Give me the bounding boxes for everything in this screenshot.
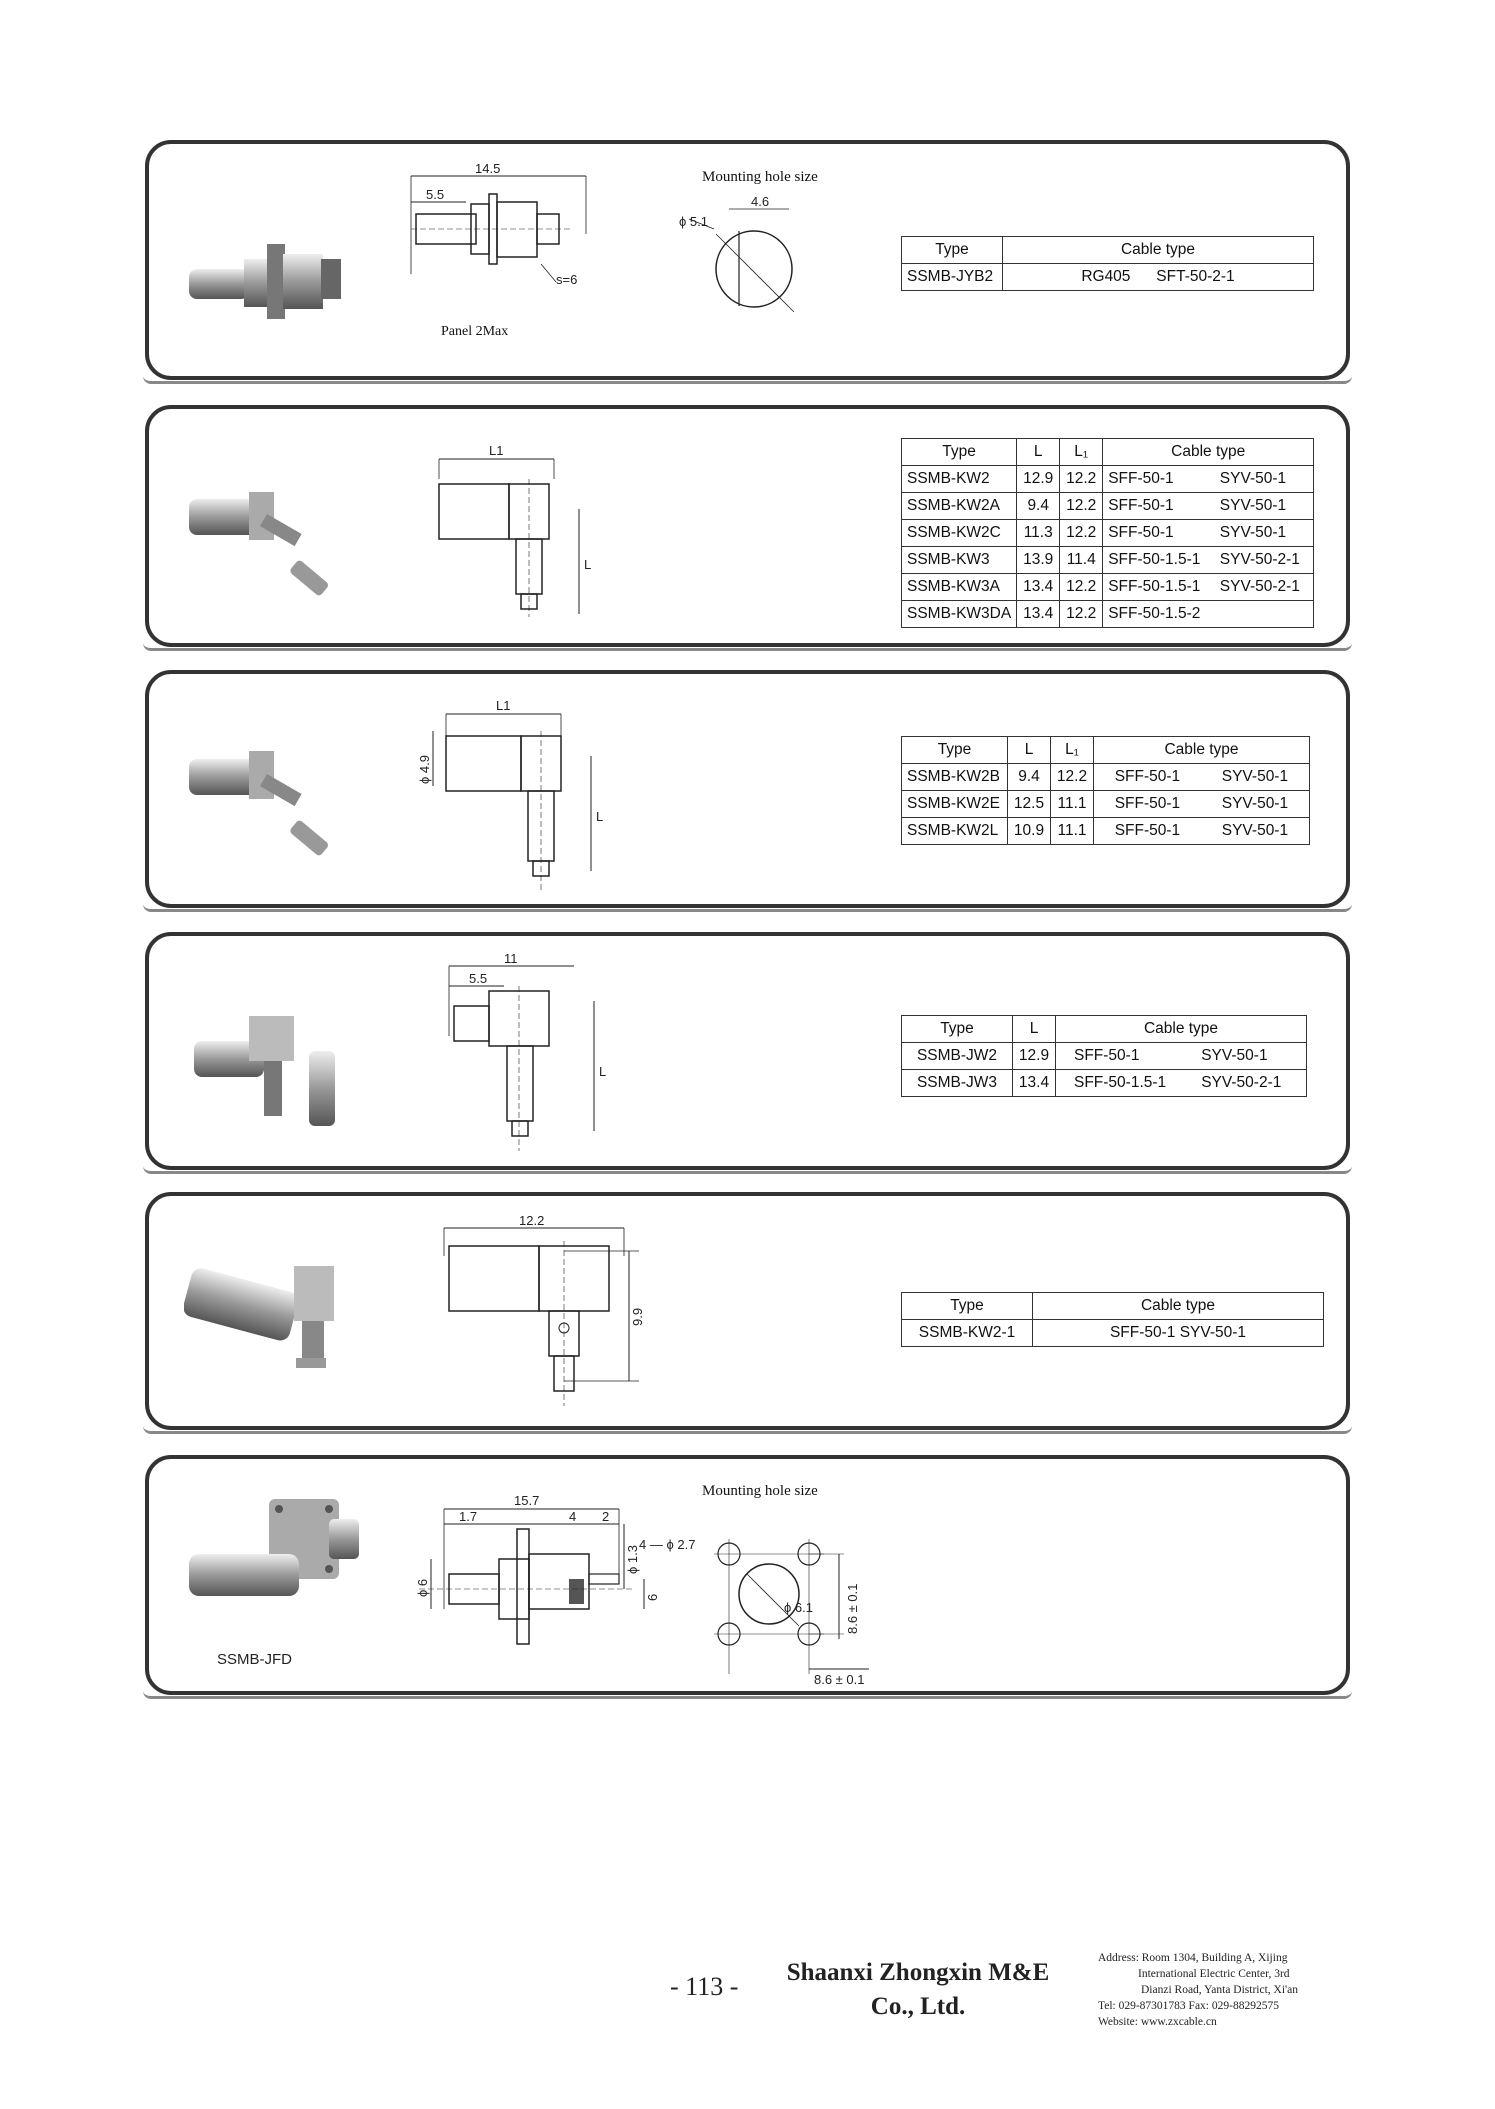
connector-photo-kw2b <box>179 729 359 869</box>
dim-diameter: ϕ 4.9 <box>417 755 432 784</box>
table-row: SSMB-KW2C 11.3 12.2 SFF-50-1 SYV-50-1 <box>902 520 1314 547</box>
table-row: SSMB-KW2E 12.5 11.1 SFF-50-1 SYV-50-1 <box>902 791 1310 818</box>
product-label: SSMB-JFD <box>217 1651 292 1668</box>
dim-l: L <box>584 557 592 572</box>
dim-total: 12.2 <box>519 1213 545 1228</box>
mounting-hole-drawing-jyb2 <box>679 194 829 334</box>
dim-l1: L1 <box>496 698 511 713</box>
spec-table-kw2-1: Type Cable type SSMB-KW2-1 SFF-50-1 SYV-50-1 <box>901 1292 1324 1347</box>
dim-height: 9.9 <box>630 1307 645 1326</box>
dim-a: 1.7 <box>459 1509 478 1524</box>
dim-hole-diameter: ϕ 5.1 <box>679 214 708 229</box>
table-row: SSMB-JW2 12.9 SFF-50-1 SYV-50-1 <box>902 1043 1307 1070</box>
company-name: Shaanxi Zhongxin M&E Co., Ltd. <box>786 1959 1050 2020</box>
dim-d6: ϕ 6 <box>415 1578 430 1597</box>
mounting-hole-caption: Mounting hole size <box>702 1483 818 1499</box>
dim-d13: ϕ 1.3 <box>625 1545 640 1574</box>
connector-photo-jyb2 <box>179 224 369 334</box>
panel-ssmb-jfd <box>145 1455 1350 1695</box>
dimension-drawing-kw2-1 <box>444 1213 684 1416</box>
col-cable-type: Cable type <box>1003 237 1314 264</box>
dimension-drawing-kw2 <box>424 439 624 619</box>
spec-table-kw2: Type L L₁ Cable type SSMB-KW2 12.9 12.2 SFF-50-1 SYV-50-1 SSMB-KW2A 9.4 12.2 SFF-50-1 SYV-50-1 SSMB-KW2C 11.3 12.2 SFF-50-1 SYV-50-1 SSMB-KW3 13.9 11.4 SFF-50-1.5-1 SYV-50-2-1 SSMB-KW3A 13.4 12.2 SFF-50-1.5-1 SYV-50-2-1 SSMB-KW3DA 13.4 12.2 SFF-50-1.5-2 <box>901 438 1314 628</box>
dimension-drawing-jyb2 <box>411 161 611 304</box>
dim-b: 4 <box>569 1509 577 1524</box>
spec-table-kw2b: Type L L₁ Cable type SSMB-KW2B 9.4 12.2 SFF-50-1 SYV-50-1 SSMB-KW2E 12.5 11.1 SFF-50-1 SYV-50-1 SSMB-KW2L 10.9 11.1 SFF-50-1 SYV-50-1 <box>901 736 1310 845</box>
dim-l: L <box>599 1064 607 1079</box>
dim-l1: L1 <box>489 443 504 458</box>
table-row: SSMB-KW3 13.9 11.4 SFF-50-1.5-1 SYV-50-2-1 <box>902 547 1314 574</box>
table-row: SSMB-KW2B 9.4 12.2 SFF-50-1 SYV-50-1 <box>902 764 1310 791</box>
dim-total: 15.7 <box>514 1493 540 1508</box>
panel-ssmb-jw2 <box>145 932 1350 1170</box>
dim-pitch-v: 8.6 ± 0.1 <box>845 1583 860 1634</box>
col-type: Type <box>902 237 1003 264</box>
panel-ssmb-jyb2 <box>145 140 1350 380</box>
table-row: SSMB-KW2 12.9 12.2 SFF-50-1 SYV-50-1 <box>902 466 1314 493</box>
connector-photo-jfd <box>179 1489 379 1629</box>
panel-thickness-label: Panel 2Max <box>441 324 509 339</box>
mounting-hole-caption: Mounting hole size <box>702 169 818 185</box>
dimension-drawing-jw2 <box>449 951 649 1156</box>
connector-photo-jw2 <box>184 991 364 1141</box>
spec-table-jw2: Type L Cable type SSMB-JW2 12.9 SFF-50-1 SYV-50-1 SSMB-JW3 13.4 SFF-50-1.5-1 SYV-50-2-1 <box>901 1015 1307 1097</box>
dim-l: L <box>596 809 604 824</box>
dim-hex: s=6 <box>556 272 578 287</box>
table-row: SSMB-KW3DA 13.4 12.2 SFF-50-1.5-2 <box>902 601 1314 628</box>
company-address: Address: Room 1304, Building A, Xijing International Electric Center, 3rd Dianzi Road, Yanta District, Xi'an Tel: 029-87301783 Fax: 029-88292575 Website: www.zxcable.cn <box>1098 1952 1298 2028</box>
table-row: SSMB-KW3A 13.4 12.2 SFF-50-1.5-1 SYV-50-2-1 <box>902 574 1314 601</box>
dim-total: 11 <box>504 951 518 966</box>
table-row: SSMB-JW3 13.4 SFF-50-1.5-1 SYV-50-2-1 <box>902 1070 1307 1097</box>
panel-ssmb-kw2b <box>145 670 1350 908</box>
panel-ssmb-kw2 <box>145 405 1350 647</box>
page-number: - 113 - <box>670 1972 739 2001</box>
table-row: SSMB-JYB2 RG405 SFT-50-2-1 <box>902 264 1314 291</box>
connector-photo-kw2 <box>179 464 359 604</box>
dim-pitch-h: 8.6 ± 0.1 <box>814 1672 865 1687</box>
dim-left: 5.5 <box>469 971 488 986</box>
table-row: SSMB-KW2A 9.4 12.2 SFF-50-1 SYV-50-1 <box>902 493 1314 520</box>
connector-photo-kw2-1 <box>184 1236 364 1386</box>
dim-total: 14.5 <box>475 161 501 176</box>
dimension-drawing-jfd <box>415 1479 660 1679</box>
spec-table-jyb2 <box>901 236 1314 291</box>
table-row: SSMB-KW2L 10.9 11.1 SFF-50-1 SYV-50-1 <box>902 818 1310 845</box>
table-row: SSMB-KW2-1 SFF-50-1 SYV-50-1 <box>902 1320 1324 1347</box>
dim-c: 2 <box>602 1509 610 1524</box>
dim-holes: 4 — ϕ 2.7 <box>639 1537 696 1552</box>
dim-left: 5.5 <box>426 187 445 202</box>
dim-six: 6 <box>645 1593 660 1601</box>
dim-flat: 4.6 <box>751 194 770 209</box>
panel-ssmb-kw2-1 <box>145 1192 1350 1430</box>
dimension-drawing-kw2b <box>411 696 631 896</box>
mounting-hole-drawing-jfd <box>639 1514 919 1687</box>
dim-center: ϕ 6.1 <box>784 1600 813 1615</box>
